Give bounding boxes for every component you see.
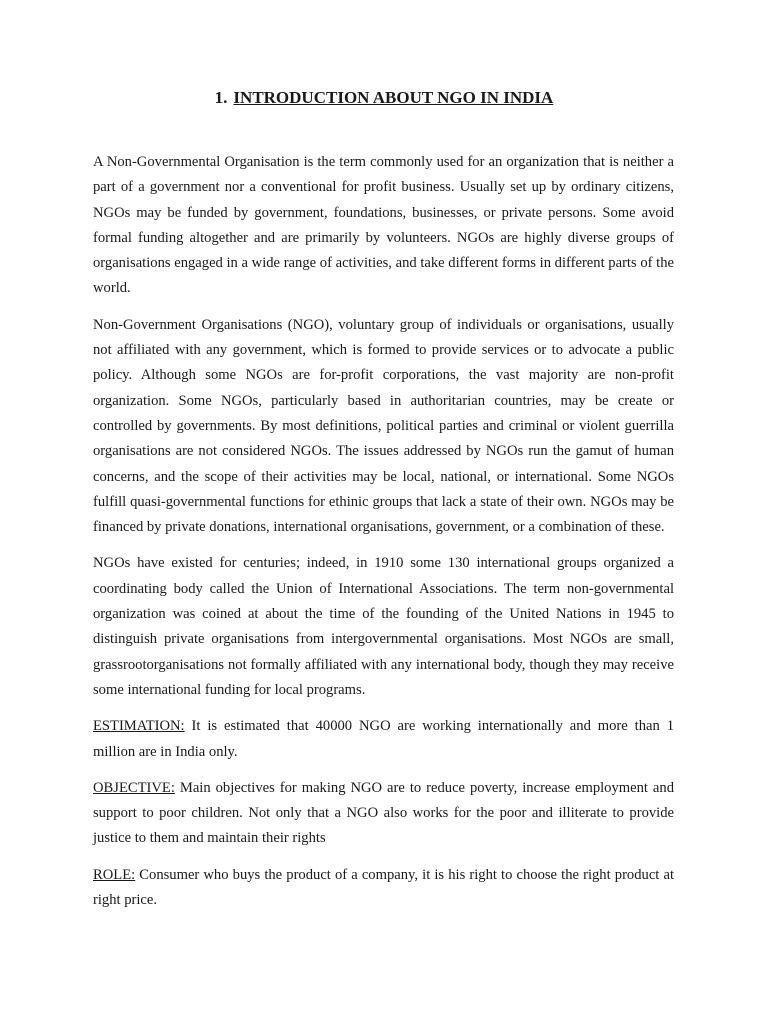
paragraph-intro: A Non-Governmental Organisation is the term commonly used for an organization that is neither a part of a government nor a conventional for profit business. Usually set up by ordinary citizens, NGOs may be funded by government, foundations, businesses, or private persons. Some avoid formal funding altogether and are primarily by volunteers. NGOs are highly diverse groups of organisations engaged in a wide range of activities, and take different forms in different parts of the world. — [93, 154, 674, 297]
estimation-text: It is estimated that 40000 NGO are working internationally and more than 1 million are in India only. — [93, 718, 674, 760]
paragraph-estimation — [93, 714, 674, 765]
objective-label: OBJECTIVE: — [93, 779, 175, 796]
objective-text: Main objectives for making NGO are to reduce poverty, increase employment and support to poor children. Not only that a NGO also works for the poor and illiterate to provide justice to them and maintain their rights — [93, 779, 674, 847]
paragraph-objective — [93, 776, 674, 852]
heading-number: 1. — [214, 88, 228, 107]
role-text: Consumer who buys the product of a company, it is his right to choose the right product at right price. — [93, 866, 674, 909]
paragraph-history: NGOs have existed for centuries; indeed, in 1910 some 130 international groups organized a coordinating body called the Union of International Associations. The term non-governmental organization was coined at about the time of the founding of the United Nations in 1945 to distinguish private organisations from intergovernmental organisations. Most NGOs are small, grassrootorganisations not formally affiliated with any international body, though they may receive some international funding for local programs. — [93, 555, 674, 698]
role-label: ROLE: — [93, 866, 136, 883]
paragraph-role — [93, 863, 674, 914]
heading-text: INTRODUCTION ABOUT NGO IN INDIA — [233, 88, 554, 107]
estimation-label: ESTIMATION: — [93, 718, 185, 735]
document-body — [93, 150, 674, 924]
page-title — [0, 86, 768, 110]
paragraph-definition: Non-Government Organisations (NGO), voluntary group of individuals or organisations, usually not affiliated with any government, which is formed to provide services or to advocate a public policy. Although some NGOs are for-profit corporations, the vast majority are non-profit organization. Some NGOs, particularly based in authoritarian countries, may be create or controlled by governments. By most definitions, political parties and criminal or violent guerrilla organisations are not considered NGOs. The issues addressed by NGOs run the gamut of human concerns, and the scope of their activities may be local, national, or international. Some NGOs fulfill quasi-governmental functions for ethinic groups that lack a state of their own. NGOs may be financed by private donations, international organisations, government, or a combination of these. — [93, 316, 674, 536]
